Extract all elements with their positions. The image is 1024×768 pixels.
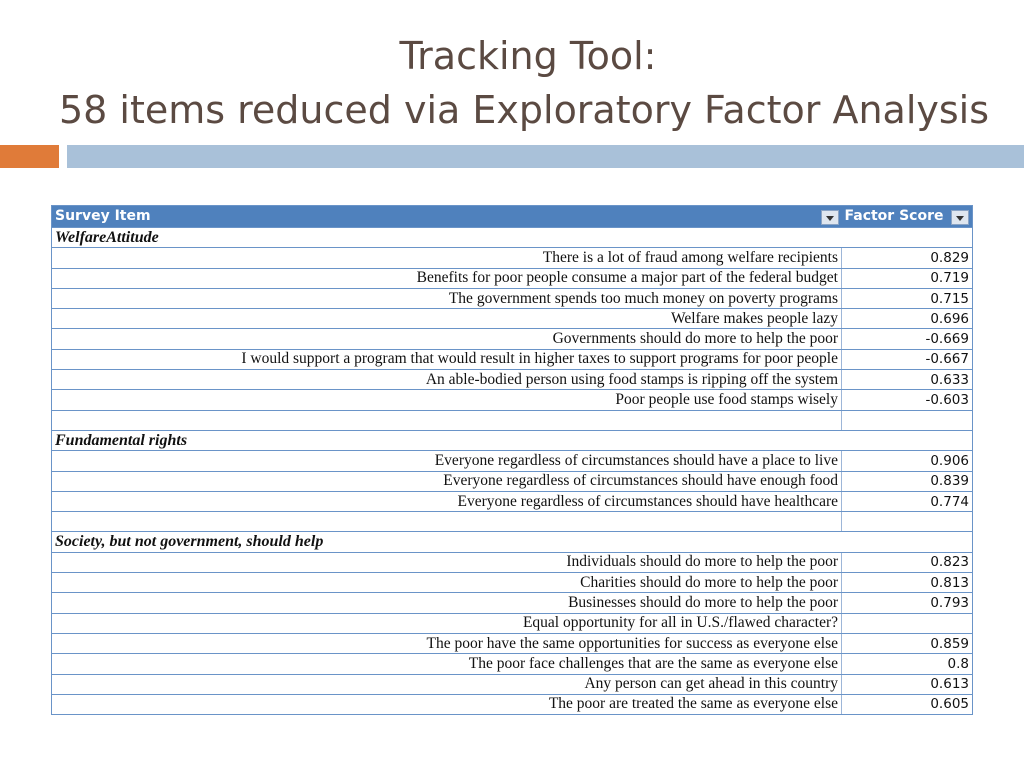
factor-score-cell: 0.696 bbox=[842, 309, 973, 329]
table-row bbox=[52, 654, 973, 674]
section-row bbox=[52, 430, 973, 450]
table-row bbox=[52, 248, 973, 268]
survey-item-cell bbox=[52, 410, 842, 430]
survey-item-cell: Benefits for poor people consume a major part of the federal budget bbox=[52, 268, 842, 288]
slide-title-line2: 58 items reduced via Exploratory Factor Analysis bbox=[58, 88, 990, 132]
factor-score-cell bbox=[842, 410, 973, 430]
table-row bbox=[52, 613, 973, 633]
factor-score-cell bbox=[842, 613, 973, 633]
survey-item-cell: Everyone regardless of circumstances should have enough food bbox=[52, 471, 842, 491]
factor-score-cell: 0.859 bbox=[842, 633, 973, 653]
factor-score-cell: 0.8 bbox=[842, 654, 973, 674]
survey-item-cell: Everyone regardless of circumstances should have healthcare bbox=[52, 491, 842, 511]
section-row bbox=[52, 228, 973, 248]
factor-score-header bbox=[842, 206, 973, 228]
factor-score-cell: 0.774 bbox=[842, 491, 973, 511]
table-row bbox=[52, 390, 973, 410]
table-row bbox=[52, 288, 973, 308]
filter-dropdown-icon[interactable] bbox=[821, 210, 839, 225]
factor-score-cell: -0.667 bbox=[842, 349, 973, 369]
survey-item-cell: I would support a program that would result in higher taxes to support programs for poor people bbox=[52, 349, 842, 369]
survey-item-header bbox=[52, 206, 842, 228]
table-row bbox=[52, 573, 973, 593]
table-body bbox=[52, 228, 973, 715]
survey-item-cell: Individuals should do more to help the poor bbox=[52, 552, 842, 572]
factor-score-cell: 0.613 bbox=[842, 674, 973, 694]
accent-bar-orange bbox=[0, 145, 59, 168]
factor-score-cell bbox=[842, 532, 973, 552]
factor-score-cell: 0.829 bbox=[842, 248, 973, 268]
slide-title-line1: Tracking Tool: bbox=[399, 34, 657, 78]
survey-item-cell: An able-bodied person using food stamps is ripping off the system bbox=[52, 370, 842, 390]
accent-bar-blue bbox=[67, 145, 1024, 168]
factor-table bbox=[51, 205, 973, 715]
factor-score-cell: 0.605 bbox=[842, 694, 973, 714]
blank-row bbox=[52, 512, 973, 532]
factor-score-cell: 0.813 bbox=[842, 573, 973, 593]
table-row bbox=[52, 674, 973, 694]
section-title: Society, but not government, should help bbox=[52, 532, 842, 552]
factor-score-cell: 0.906 bbox=[842, 451, 973, 471]
survey-item-cell: The government spends too much money on poverty programs bbox=[52, 288, 842, 308]
section-title: Fundamental rights bbox=[52, 430, 842, 450]
table-row bbox=[52, 309, 973, 329]
factor-score-header-label: Factor Score bbox=[844, 208, 944, 224]
table-row bbox=[52, 329, 973, 349]
survey-item-cell: There is a lot of fraud among welfare recipients bbox=[52, 248, 842, 268]
factor-score-cell: 0.715 bbox=[842, 288, 973, 308]
survey-item-header-label: Survey Item bbox=[55, 208, 151, 224]
survey-item-cell: Governments should do more to help the poor bbox=[52, 329, 842, 349]
table-row bbox=[52, 370, 973, 390]
factor-score-cell: -0.603 bbox=[842, 390, 973, 410]
survey-item-cell: The poor face challenges that are the same as everyone else bbox=[52, 654, 842, 674]
factor-score-cell: 0.633 bbox=[842, 370, 973, 390]
table-row bbox=[52, 491, 973, 511]
survey-item-cell: Businesses should do more to help the poor bbox=[52, 593, 842, 613]
survey-item-cell: Any person can get ahead in this country bbox=[52, 674, 842, 694]
section-title: WelfareAttitude bbox=[52, 228, 842, 248]
survey-item-cell: Equal opportunity for all in U.S./flawed character? bbox=[52, 613, 842, 633]
survey-item-cell bbox=[52, 512, 842, 532]
table-header-row bbox=[52, 206, 973, 228]
table-row bbox=[52, 451, 973, 471]
survey-item-cell: The poor are treated the same as everyone else bbox=[52, 694, 842, 714]
factor-score-cell bbox=[842, 512, 973, 532]
factor-score-cell bbox=[842, 430, 973, 450]
table-row bbox=[52, 593, 973, 613]
factor-score-cell: 0.719 bbox=[842, 268, 973, 288]
table-row bbox=[52, 694, 973, 714]
factor-score-cell: -0.669 bbox=[842, 329, 973, 349]
survey-item-cell: Charities should do more to help the poor bbox=[52, 573, 842, 593]
table-row bbox=[52, 471, 973, 491]
table-row bbox=[52, 633, 973, 653]
factor-score-cell: 0.839 bbox=[842, 471, 973, 491]
survey-item-cell: The poor have the same opportunities for success as everyone else bbox=[52, 633, 842, 653]
section-row bbox=[52, 532, 973, 552]
table-row bbox=[52, 349, 973, 369]
survey-item-cell: Poor people use food stamps wisely bbox=[52, 390, 842, 410]
factor-score-cell: 0.793 bbox=[842, 593, 973, 613]
factor-score-cell bbox=[842, 228, 973, 248]
filter-dropdown-icon[interactable] bbox=[951, 210, 969, 225]
survey-item-cell: Everyone regardless of circumstances should have a place to live bbox=[52, 451, 842, 471]
blank-row bbox=[52, 410, 973, 430]
table-row bbox=[52, 552, 973, 572]
table-row bbox=[52, 268, 973, 288]
survey-item-cell: Welfare makes people lazy bbox=[52, 309, 842, 329]
factor-score-cell: 0.823 bbox=[842, 552, 973, 572]
